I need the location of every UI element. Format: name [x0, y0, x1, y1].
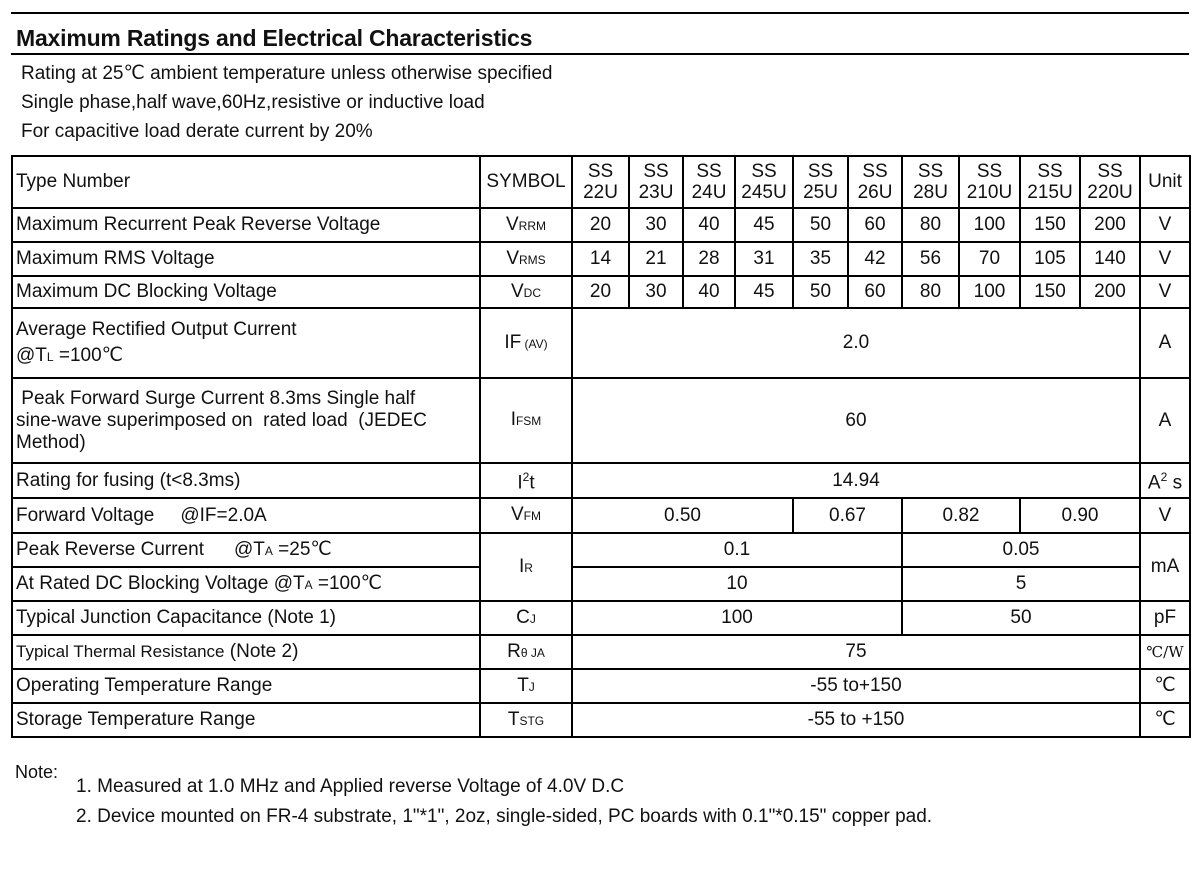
value-cell: 60	[848, 208, 902, 242]
table-row	[12, 601, 1190, 635]
type-header: SS 25U	[793, 156, 848, 208]
value-cell: 30	[629, 276, 683, 308]
value-cell: 28	[683, 242, 735, 276]
param-label: Typical Junction Capacitance (Note 1)	[12, 601, 480, 635]
top-rule	[11, 12, 1189, 14]
value-cell: 70	[959, 242, 1020, 276]
param-label: Forward Voltage @IF=2.0A	[12, 498, 480, 533]
table-row	[12, 669, 1190, 703]
value-cell: 105	[1020, 242, 1080, 276]
table-row	[12, 308, 1190, 378]
table-row	[12, 567, 1190, 601]
value-cell: 10	[572, 567, 902, 601]
value-cell: 50	[793, 276, 848, 308]
value-cell: 0.05	[902, 533, 1140, 567]
value-cell: 5	[902, 567, 1140, 601]
value-cell: 14	[572, 242, 629, 276]
unit-cell: V	[1140, 498, 1190, 533]
value-cell: 40	[683, 276, 735, 308]
symbol-cell: VRRM	[480, 208, 572, 242]
value-cell: 100	[572, 601, 902, 635]
unit-header: Unit	[1140, 156, 1190, 208]
value-cell: 200	[1080, 208, 1140, 242]
value-cell: 56	[902, 242, 959, 276]
value-cell: 150	[1020, 276, 1080, 308]
type-header: SS 220U	[1080, 156, 1140, 208]
table-row	[12, 635, 1190, 669]
param-label: Maximum RMS Voltage	[12, 242, 480, 276]
section-title: Maximum Ratings and Electrical Characteristics	[16, 25, 533, 51]
type-header: SS 22U	[572, 156, 629, 208]
type-number-header: Type Number	[12, 156, 480, 208]
symbol-cell: TJ	[480, 669, 572, 703]
value-cell: 200	[1080, 276, 1140, 308]
symbol-cell: $I^2t$	[480, 463, 572, 498]
note-item: 1. Measured at 1.0 MHz and Applied reverse Voltage of 4.0V D.C	[76, 776, 625, 797]
param-label: Peak Forward Surge Current 8.3ms Single half sine-wave superimposed on rated load (JEDEC Method)	[12, 378, 480, 463]
symbol-cell: CJ	[480, 601, 572, 635]
value-cell: 42	[848, 242, 902, 276]
symbol-cell: IR	[480, 533, 572, 601]
value-cell: 0.67	[793, 498, 902, 533]
param-label: Maximum DC Blocking Voltage	[12, 276, 480, 308]
value-cell: 21	[629, 242, 683, 276]
value-cell: -55 to+150	[572, 669, 1140, 703]
param-label: Operating Temperature Range	[12, 669, 480, 703]
symbol-cell: TSTG	[480, 703, 572, 737]
type-header: SS 28U	[902, 156, 959, 208]
value-cell: 35	[793, 242, 848, 276]
type-header: SS 215U	[1020, 156, 1080, 208]
unit-cell: pF	[1140, 601, 1190, 635]
value-cell: 0.1	[572, 533, 902, 567]
condition-line: For capacitive load derate current by 20%	[21, 121, 373, 142]
value-cell: 100	[959, 276, 1020, 308]
type-header: SS 210U	[959, 156, 1020, 208]
symbol-cell: VDC	[480, 276, 572, 308]
param-label: Storage Temperature Range	[12, 703, 480, 737]
value-cell: -55 to +150	[572, 703, 1140, 737]
value-cell: 75	[572, 635, 1140, 669]
value-cell: 45	[735, 208, 793, 242]
title-underline	[11, 53, 1189, 55]
value-cell: 40	[683, 208, 735, 242]
param-label: At Rated DC Blocking Voltage @TA =100℃	[12, 567, 480, 601]
unit-cell: A	[1140, 308, 1190, 378]
value-cell: 0.90	[1020, 498, 1140, 533]
value-cell: 140	[1080, 242, 1140, 276]
condition-line: Single phase,half wave,60Hz,resistive or inductive load	[21, 92, 485, 113]
value-cell: 14.94	[572, 463, 1140, 498]
value-cell: 20	[572, 276, 629, 308]
value-cell: 2.0	[572, 308, 1140, 378]
value-cell: 150	[1020, 208, 1080, 242]
table-row	[12, 208, 1190, 242]
value-cell: 31	[735, 242, 793, 276]
value-cell: 0.82	[902, 498, 1020, 533]
value-cell: 60	[572, 378, 1140, 463]
value-cell: 60	[848, 276, 902, 308]
value-cell: 100	[959, 208, 1020, 242]
table-row	[12, 276, 1190, 308]
unit-cell: V	[1140, 276, 1190, 308]
value-cell: 80	[902, 276, 959, 308]
param-label: Maximum Recurrent Peak Reverse Voltage	[12, 208, 480, 242]
note-item: 2. Device mounted on FR-4 substrate, 1"*1", 2oz, single-sided, PC boards with 0.1"*0.15" copper pad.	[76, 806, 933, 827]
symbol-header: SYMBOL	[480, 156, 572, 208]
value-cell: 45	[735, 276, 793, 308]
type-header: SS 23U	[629, 156, 683, 208]
unit-cell: V	[1140, 208, 1190, 242]
symbol-cell: IF (AV)	[480, 308, 572, 378]
symbol-cell: Rθ JA	[480, 635, 572, 669]
param-label: Typical Thermal Resistance (Note 2)	[12, 635, 480, 669]
value-cell: 30	[629, 208, 683, 242]
value-cell: 80	[902, 208, 959, 242]
unit-cell: V	[1140, 242, 1190, 276]
value-cell: 20	[572, 208, 629, 242]
type-header: SS 24U	[683, 156, 735, 208]
value-cell: 50	[902, 601, 1140, 635]
symbol-cell: IFSM	[480, 378, 572, 463]
table-row	[12, 703, 1190, 737]
table-row	[12, 378, 1190, 463]
param-label: Peak Reverse Current @TA =25℃	[12, 533, 480, 567]
symbol-cell: VFM	[480, 498, 572, 533]
type-header: SS 245U	[735, 156, 793, 208]
param-label: Rating for fusing (t<8.3ms)	[12, 463, 480, 498]
unit-cell: ℃/W	[1140, 635, 1190, 669]
value-cell: 0.50	[572, 498, 793, 533]
notes-label: Note:	[15, 762, 59, 782]
unit-cell: mA	[1140, 533, 1190, 601]
table-row	[12, 242, 1190, 276]
unit-cell: ℃	[1140, 703, 1190, 737]
table-row	[12, 463, 1190, 498]
unit-cell: $A^2$ s	[1140, 463, 1190, 498]
value-cell: 50	[793, 208, 848, 242]
condition-line: Rating at 25℃ ambient temperature unless otherwise specified	[21, 63, 553, 84]
ratings-table	[11, 155, 1191, 738]
header-row	[12, 156, 1190, 208]
param-label: Average Rectified Output Current @TL =100℃	[12, 308, 480, 378]
table-row	[12, 533, 1190, 567]
unit-cell: A	[1140, 378, 1190, 463]
symbol-cell: VRMS	[480, 242, 572, 276]
table-row	[12, 498, 1190, 533]
unit-cell: ℃	[1140, 669, 1190, 703]
type-header: SS 26U	[848, 156, 902, 208]
